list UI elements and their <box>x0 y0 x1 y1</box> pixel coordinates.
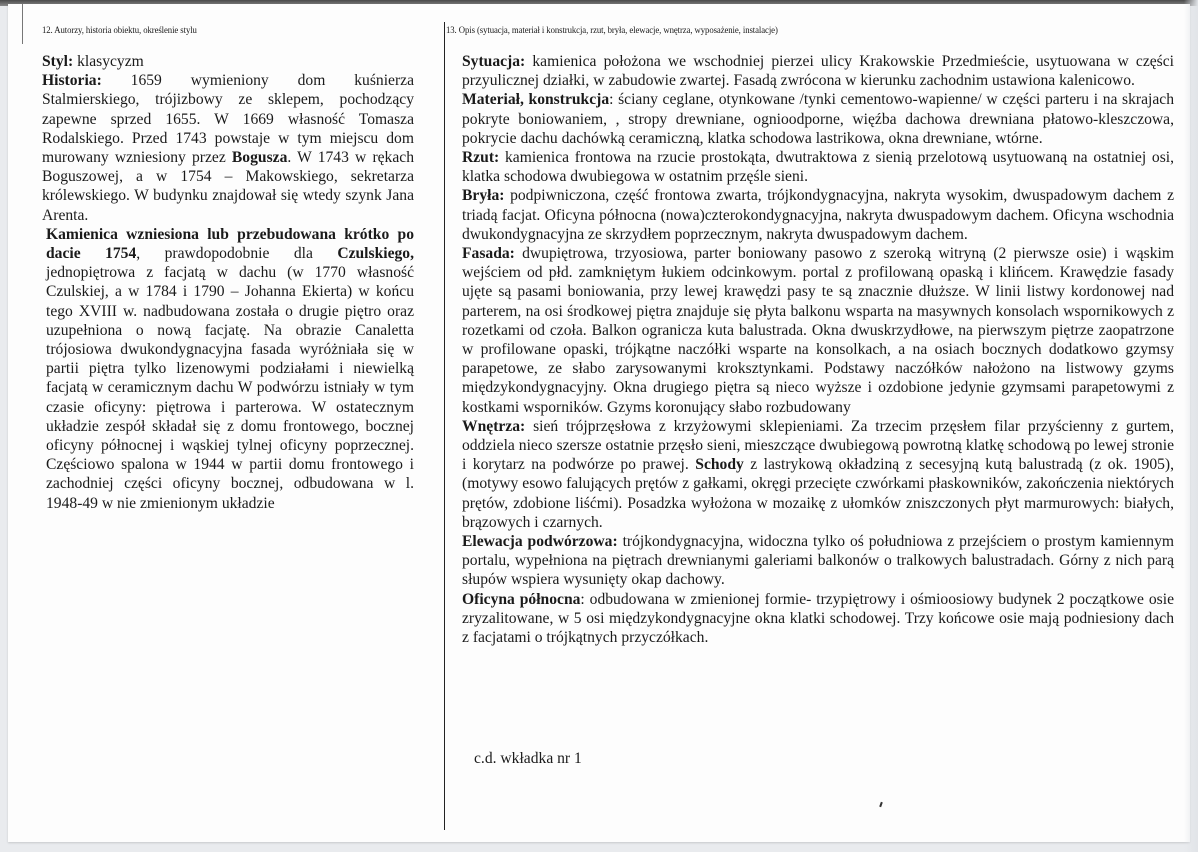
history-label: Historia: <box>42 72 102 90</box>
courtyard-elevation-label: Elewacja podwórzowa: <box>462 533 618 551</box>
massing-label: Bryła: <box>462 187 505 205</box>
column-divider <box>444 22 445 830</box>
plan-text: kamienica frontowa na rzucie prostokąta, dwutraktowa z sienią przelotową usytuowaną na ostatniej osi, klatka schodowa dwubiegowa w ostatnim przęśle sieni. <box>462 149 1174 186</box>
stairs-bold-label: Schody <box>695 456 744 474</box>
courtyard-elevation-paragraph <box>462 532 1174 590</box>
history-text: 1659 wymieniony dom kuśnierza Stalmierskiego, trójizbowy ze sklepem, pochodzący zapewne sprzed 1655. W 1669 własność Tomasza Rodalskiego. Przed 1743 powstaje w tym miejscu dom murowany wzniesiony przez <box>42 72 414 167</box>
section-12-heading: 12. Autorzy, historia obiektu, określenie stylu <box>42 26 197 36</box>
material-label: Materiał, konstrukcja <box>462 91 610 109</box>
north-annex-label: Oficyna północna <box>462 590 581 608</box>
section-12-body <box>42 52 414 513</box>
situation-paragraph <box>462 52 1174 90</box>
section-13-body <box>462 52 1174 647</box>
style-label: Styl: <box>42 53 74 70</box>
interiors-text: sień trójprzęsłowa z krzyżowymi sklepieniami. Za trzecim przęsłem filar przyścienny z gurtem, oddziela nieco szersze ostatnie przęsło sieni, mieszczące dwubiegową powrotną klatkę schodową po lewej stronie i korytarz na podwórze po prawej. <box>462 417 1174 474</box>
material-text: : ściany ceglane, otynkowane /tynki cementowo-wapienne/ w części parteru i na skrajach pokryte boniowaniem, , stropy drewniane, ognioodporne, więźba dachowa drewniana płatowo-kleszczowa, pokrycie dachu dachówką ceramiczną, klatka schodowa lastrikowa, okna drewniane, wtórne. <box>462 91 1174 147</box>
facade-label: Fasada: <box>462 245 515 263</box>
courtyard-elevation-text: trójkondygnacyjna, widoczna tylko oś południowa z przejściem o prostym kamiennym portalu, wypełniona na piętrach drewnianymi galeriami balkonów o tralkowych balustradach. Górny z nich parą słupów wspiera wysunięty okap dachowy. <box>462 533 1174 589</box>
construction-history-text: , prawdopodobnie dla <box>136 245 338 263</box>
construction-history-text-continued: jednopiętrowa z facjatą w dachu (w 1770 własność Czulskiej, a w 1784 i 1790 – Johanna Ekierta) w końcu tego XVIII w. nadbudowana została o drugie piętro oraz uzupełniona o nową facjatę. Na obrazie Canaletta trójosiowa dwukondygnacyjna fasada wyróżniała się w partii piętra tylko lizenowymi podziałami i niewielką facjatą w ceramicznym dachu W podwórzu istniały w tym czasie oficyny: piętrowa i parterowa. W ostatecznym układzie zespół składał się z domu frontowego, bocznej oficyny północnej i wąskiej tylnej oficyny poprzecznej. Częściowo spalona w 1944 w partii domu frontowego i zachodniej części oficyny bocznej, odbudowana w l. 1948-49 w nie zmienionym układzie <box>46 264 414 512</box>
continuation-note: c.d. wkładka nr 1 <box>474 750 582 767</box>
situation-label: Sytuacja: <box>462 53 526 70</box>
plan-paragraph <box>462 148 1174 186</box>
facade-text: dwupiętrowa, trzyosiowa, parter boniowany pasowo z szeroką witryną (2 pierwsze osie) i wąskim wejściem od płd. zamkniętym łukiem odcinkowym. portal z profilowaną opaską i klińcem. Krawędzie fasady ujęte są pasami boniowania, przy lewej krawędzi pasy te są znacznie dłuższe. W linii listwy kordonowej nad parterem, na osi środkowej piętra znajduje się płyta balkonu wsparta na masywnych konsolach wspornikowych z rozetkami od czoła. Balkon ogranicza kuta balustrada. Okna dwuskrzydłowe, na pierwszym piętrze zaopatrzone w profilowane opaski, trójkątne naczółki wsparte na konsolkach, a na osiach bocznych dodatkowo gzymsy parapetowe, ze słabo zarysowanymi kroksztynkami. Podstawy naczółków nałożono na listwowy gzyms międzykondygnacyjny. Okna drugiego piętra są nieco wyższe i ozdobione jedynie gzymsami parapetowymi z kostkami wsporników. Gzyms koronujący słabo rozbudowany <box>462 245 1174 416</box>
massing-paragraph <box>462 186 1174 244</box>
plan-label: Rzut: <box>462 149 500 167</box>
massing-text: podpiwniczona, część frontowa zwarta, trójkondygnacyjna, nakryta wysokim, dwuspadowym dachem z triadą facjat. Oficyna północna (nowa)czterokondygnacyjna, nakryta dwuspadowym dachem. Oficyna wschodnia dwukondygnacyjna ze skrzydłem poprzecznym, nakryta dwuspadowym dachem. <box>462 187 1174 243</box>
section-13-heading: 13. Opis (sytuacja, materiał i konstrukcja, rzut, bryła, elewacje, wnętrza, wyposażenie, instalacje) <box>446 26 778 36</box>
scan-speck <box>879 802 883 807</box>
document-page <box>8 4 1190 842</box>
history-text-continued: . W 1743 w rękach Boguszowej, a w 1754 – Makowskiego, sekretarza królewskiego. W budynku znajdował się wtedy szynk Jana Arenta. <box>42 149 414 224</box>
history-bold-name: Bogusza <box>231 149 288 167</box>
scan-right-edge <box>1184 0 1198 852</box>
construction-history-label: Kamienica wzniesiona lub przebudowana krótko po dacie 1754 <box>46 225 414 263</box>
north-annex-text: : odbudowana w zmienionej formie- trzypiętrowy i ośmioosiowy budynek 2 początkowe osie zryzalitowane, w 5 osi międzykondygnacyjne okna klatki schodowej. Trzy końcowe osie mają podniesiony dach z facjatami o trójkątnych przyczółkach. <box>462 590 1175 647</box>
history-paragraph <box>42 71 414 225</box>
situation-text: kamienica położona we wschodniej pierzei ulicy Krakowskie Przedmieście, usytuowana w części przyulicznej działki, w zabudowie zwartej. Fasadą zwrócona w kierunku zachodnim ustawiona kalenicowo. <box>462 53 1174 90</box>
material-paragraph <box>462 90 1174 148</box>
construction-history-paragraph <box>42 225 414 513</box>
interiors-text-continued: z lastrykową okładziną z secesyjną kutą balustradą (z ok. 1905), (motywy esowo falujących prętów z gałkami, okręgi przecięte czwórkami płaskowników, zakończenia niektórych prętów, zdobione liśćmi). Posadzka wyłożona w mozaikę z ułomków zniszczonych płyt marmurowych: białych, brązowych i czarnych. <box>462 456 1174 531</box>
facade-paragraph <box>462 244 1174 417</box>
north-annex-paragraph <box>462 590 1174 648</box>
style-paragraph <box>42 52 414 71</box>
style-value: klasycyzm <box>73 53 144 70</box>
construction-history-bold-name: Czulskiego, <box>337 245 414 263</box>
interiors-label: Wnętrza: <box>462 417 526 435</box>
page-left-edge-mark <box>22 4 23 44</box>
interiors-paragraph <box>462 417 1174 532</box>
